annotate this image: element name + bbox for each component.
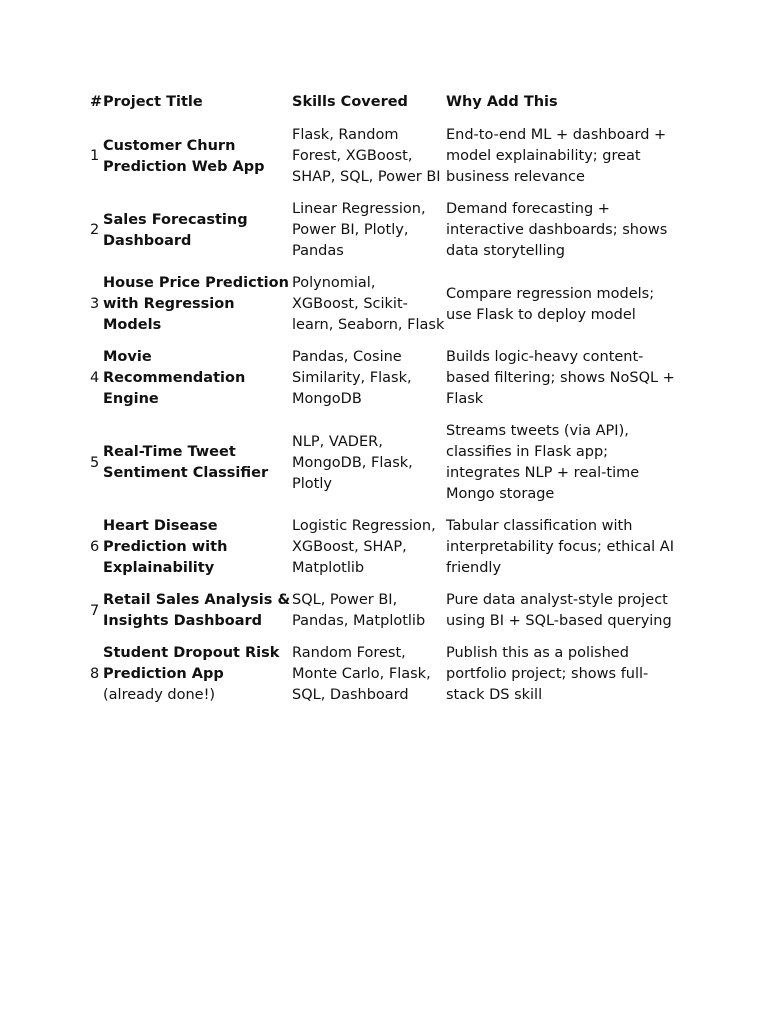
- project-title: Movie Recommendation Engine: [103, 349, 246, 407]
- row-number: 7: [90, 602, 100, 619]
- skills-cell: Logistic Regression, XGBoost, SHAP, Matplotlib: [292, 518, 436, 576]
- why-cell: Publish this as a polished portfolio project; shows full-stack DS skill: [446, 645, 649, 703]
- skills-cell: Linear Regression, Power BI, Plotly, Pandas: [292, 201, 426, 259]
- table-row: [90, 410, 681, 505]
- skills-cell: Polynomial, XGBoost, Scikit-learn, Seaborn, Flask: [292, 275, 445, 333]
- header-project-title: Project Title: [103, 94, 203, 110]
- row-number: 5: [90, 454, 100, 471]
- why-cell: End-to-end ML + dashboard + model explainability; great business relevance: [446, 127, 667, 185]
- table-row: [90, 632, 681, 706]
- row-number: 1: [90, 148, 100, 164]
- project-title-cell: [103, 262, 292, 336]
- table-row: [90, 115, 681, 188]
- why-cell: Demand forecasting + interactive dashboards; shows data storytelling: [446, 201, 668, 259]
- header-skills-covered: Skills Covered: [292, 94, 408, 110]
- why-cell: Tabular classification with interpretability focus; ethical AI friendly: [446, 518, 674, 576]
- row-number: 4: [90, 370, 100, 386]
- table-row: [90, 336, 681, 410]
- skills-cell: Flask, Random Forest, XGBoost, SHAP, SQL, Power BI: [292, 127, 441, 185]
- project-title: Real-Time Tweet Sentiment Classifier: [103, 444, 269, 481]
- project-title: Sales Forecasting Dashboard: [103, 211, 248, 249]
- project-title-cell: [103, 505, 292, 579]
- project-title: Retail Sales Analysis & Insights Dashboard: [103, 592, 291, 629]
- row-number: 8: [90, 666, 100, 682]
- table-row: [90, 262, 681, 336]
- project-title-cell: [103, 115, 292, 188]
- why-cell: Compare regression models; use Flask to deploy model: [446, 285, 655, 323]
- project-title-note: (already done!): [103, 687, 216, 703]
- row-number: 6: [90, 539, 100, 555]
- table-body: [90, 115, 681, 706]
- table-header-row: [90, 90, 681, 115]
- row-number: 3: [90, 296, 100, 312]
- project-title-cell: [103, 579, 292, 632]
- skills-cell: NLP, VADER, MongoDB, Flask, Plotly: [292, 433, 413, 492]
- table-row: [90, 505, 681, 579]
- skills-cell: SQL, Power BI, Pandas, Matplotlib: [292, 592, 426, 629]
- table-row: [90, 188, 681, 262]
- project-title-cell: [103, 336, 292, 410]
- project-title: Student Dropout Risk Prediction App: [103, 645, 280, 682]
- why-cell: Pure data analyst-style project using BI + SQL-based querying: [446, 592, 672, 629]
- project-title: Heart Disease Prediction with Explainability: [103, 518, 228, 576]
- project-title: House Price Prediction with Regression Models: [103, 275, 289, 333]
- why-cell: Builds logic-heavy content-based filtering; shows NoSQL + Flask: [446, 349, 675, 407]
- project-title: Customer Churn Prediction Web App: [103, 137, 265, 175]
- table-row: [90, 579, 681, 632]
- header-why-add-this: Why Add This: [446, 94, 558, 110]
- skills-cell: Random Forest, Monte Carlo, Flask, SQL, Dashboard: [292, 645, 431, 703]
- project-title-cell: [103, 188, 292, 262]
- project-title-cell: [103, 410, 292, 505]
- row-number: 2: [90, 222, 100, 238]
- why-cell: Streams tweets (via API), classifies in Flask app; integrates NLP + real-time Mongo storage: [446, 423, 640, 502]
- project-title-cell: [103, 632, 292, 706]
- skills-cell: Pandas, Cosine Similarity, Flask, MongoDB: [292, 349, 412, 407]
- header-num: #: [90, 94, 103, 110]
- projects-table: [90, 90, 681, 706]
